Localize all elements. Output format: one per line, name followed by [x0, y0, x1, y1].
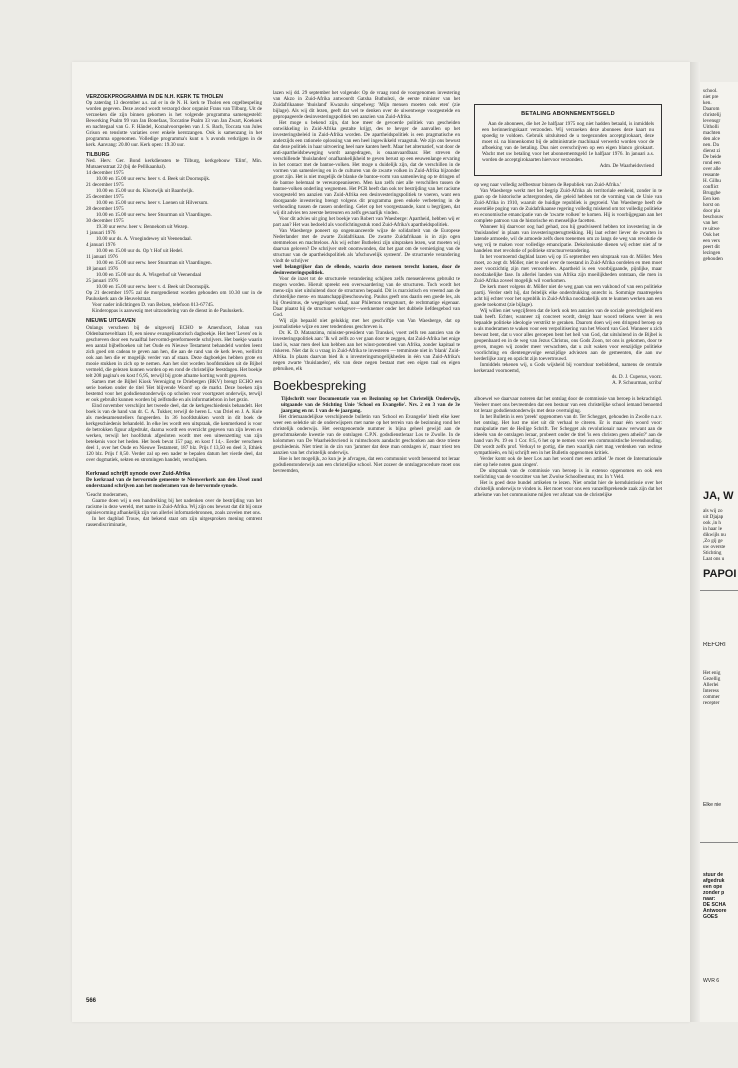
- notice-text: Aan de abonnees, die het 2e halfjaar 1975 nog niet hadden betaald, is inmiddels een herinneringskaart verzonden. Wij verzoeken deze abonnees deze kaart nu spoedig te voldoen. Gebruik uitsluitend de u toegezonden acceptgirokaart, deze moet nl. na binnenkomst bij de administratie machinaal verwerkt worden voor de afboeking van de betaling. Dus niet overschrijven op een eigen blanco girokaart. Wacht met uw betaling voor het abonnementsgeld 1e halfjaar 1976. In januari a.s. worden de acceptgirokaarten hiervoor verzonden.: [482, 121, 654, 163]
- section-title-boekbespreking: Boekbespreking: [273, 378, 367, 393]
- schedule-entry: 10.00 en 15.00 uur ds. Klootwijk uit Baardwijk.: [96, 188, 194, 195]
- text-fragment: Een ken: [703, 196, 720, 202]
- text-fragment: Laat ons u: [703, 556, 725, 562]
- text-fragment: Interess: [703, 688, 719, 694]
- schedule-entry: 10.00 en 15.00 uur ds. A. Wisgerhof uit Veenendaal: [96, 272, 202, 279]
- article-heading: TILBURG: [86, 152, 110, 159]
- paragraph: Wanneer hij daarvoor oog had gehad, zou hij geadviseerd hebben tot investering in de 'thuislanden' in plaats van investeringsterugtrekking. Hij laat echter liever de zwarten in latende armoede, wil de armoede zelfs doen toenemen om zo langs de weg van revolutie de weg vrij te maken voor volledige emancipatie. Dekolonisatie dienen wij echter niet af te handelen met revolutie of politieke structuurverandering.: [474, 224, 662, 254]
- paragraph: Het is goed deze bundel artikelen te lezen. Niet omdat hier de kernduistissie over het christelijk onderwijs te vinden is. Het moet voor ons een vanzelfsprekende zaak zijn dat het atheïsme van het communisme mijlen ver afstaat van de christelijke: [474, 480, 662, 498]
- text-fragment: dienst zi: [703, 148, 721, 154]
- text-fragment: peert dit: [703, 244, 720, 250]
- text-fragment: een ope: [703, 884, 723, 890]
- text-fragment: lezingen: [703, 250, 721, 256]
- next-page-text-bottom: [703, 872, 737, 920]
- paragraph: Het mogе u bekend zijn, dat hoe meer de gevoerde politiek van gescheiden ontwikkeling in Zuid-Afrika gestalte krijgt, des te hevger de aanvallen op het investeringsbeleid in Zuid-Afrika worden. De apartheidspolitiek is een pragmatische en anderzijds een rationele oplossing van een heel ingewikkeld vraagstuk. We zijn ons bewust dat deze politiek in haar uitvoering heel nare kanten heeft. Maar het alternatief, wat door de anti-apartheidsbeweging wordt aangedragen, is onaanvaardbaar. Het streven de verschillende 'thuislanden' onafhankelijkheid te geven berust op een eeuwenlange ervaring in het contact met de bantoe-volken. Het moge u duidelijk zijn, dat de verschillen in de vormen van samenleving en in de culturen van de zwarte volken in Zuid-Afrika bijzonder groot zijn. Het is niet mogelijk de blanke de bantoe-vorm van samenleving op te dringen of de bantoe helemaal te vereuropeaniseren. Men kan zelfs niet alle verschillen tussen de bantoe-volken onderling wegnemen. Het PCR heeft dan ook ter bestrijding van het racisme voorgesteld ten aanzien van Zuid-Afrika een desinvesteringspolitiek te voeren, want een doorgaande investering brengt volgens dit programma geen enkele verbetering in de verhouding tussen de rassen onderling. Gelet op het voorgestaande, kunt u begrijpen, dat wij dit advies ten zeerste betreuren en zelfs gevaarlijk vinden.: [273, 120, 460, 216]
- schedule-entry: 10.00 en 15.00 uur eerw. heer Stuurman uit Vlaardingen.: [96, 260, 212, 267]
- paragraph: Wij willen niet wegcijferen dat de kerk ook ten aanzien van de sociale gerechtigheid een taak heeft. Echter, wanneer zij concreet wordt, dreigt haar woord telkens weer in een bepaalde politieke ideologie verstrikt te geraken. Daarom doen wij een dringend beroep op u als moderamen te waken voor een verpolitisering van het Woord van God. Wanneer u zich bewust bent, dat u voor alles geroepen bent het heil van God, dat uitsluitend in de Bijbel is geopenbaard en in de weg van Jezus Christus, ons Gods Zoon, tot ons is gekomen, door te geven, mogen wij zonder meer verwachten, dat u zult waken voor eenzijdige politieke voorlichting en dientengevolge eenzijdige adviezen aan de gemeenten, die aan uw herderlijke zorg en opzicht zijn toevertrouwd.: [474, 308, 662, 362]
- text-fragment: re uitwe: [703, 226, 720, 232]
- paragraph: Voor de inzet tot de structurele verandering schijnen zelfs mensenlevens gebruikt te mogen worden. Hieruit spreekt een overwaardering van de structuren. Toch wordt het mens-zijn niet uitsluitend door de structuren bepaald. Dit is marxistisch en vreemd aan de christelijke mens- en maatschappijbeschouwing. Paulus geeft ons daarin een goede les, als hij Onesimus, de weggelopen slaaf, naar Philemon terugstuurt, de rechtmatige eigenaar. Daar plaatst hij de structuur werkgever—werknemer onder het dubbele liefdesgebod van God.: [273, 276, 460, 318]
- schedule-date: 14 december 1975: [86, 170, 124, 177]
- paragraph: Voor dit advies uit ging het boekje van Robert van Waesberge: Apartheid, hebben wij er part aan? Het was bedoeld als voorlichtingsstuk rond Zuid-Afrika's apartheidspolitiek.: [273, 216, 460, 228]
- text-fragment: als wij zo: [703, 508, 723, 514]
- text-fragment: den alce: [703, 136, 720, 142]
- text-fragment: school.: [703, 88, 718, 94]
- schedule-date: 21 december 1975: [86, 182, 124, 189]
- article-lead: De kerkraad van de hervormde gemeente te Nieuwerkerk aan den IJssel zond onderstaand schrijven aan het moderamen van de hervormde synode.: [86, 476, 262, 489]
- next-page-code: WVR 6: [703, 978, 720, 984]
- text-fragment: recepter: [703, 700, 720, 706]
- text-fragment: ressante: [703, 172, 720, 178]
- text-fragment: ,Zo gij ge: [703, 538, 723, 544]
- column-right: [474, 90, 662, 498]
- text-fragment: over alle: [703, 166, 721, 172]
- schedule-entry: 10.00 en 15.00 uur eerw. heer Stuurman uit Vlaardingen.: [96, 212, 212, 219]
- column-middle: [273, 90, 460, 474]
- text-fragment: christelij: [703, 112, 721, 118]
- text-fragment: Ook het: [703, 232, 720, 238]
- paragraph: Van Waesberge werkt met het begrip Zuid-Afrika als territoriale eenheid, zonder in te gaan op de historische achtergronden, die geleid hebben tot de vorming van de Unie van Zuid-Afrika in 1910, waaruit de huidige republiek is gegroeid. Van Waesberge heeft de essentiële poging van de Zuidafrikaanse regering volledig miskend om tot volledig politieke en economische emancipatie van de 'zwarte volken' te komen. Hij is voorbijgegaan aan het complete patroon van de historische en menselijke facetten.: [474, 188, 662, 224]
- text-fragment: nen. Da: [703, 142, 719, 148]
- next-page-label: Elke nie: [703, 802, 722, 808]
- schedule-date: 1 januari 1976: [86, 230, 116, 237]
- text-fragment: commer: [703, 694, 720, 700]
- paragraph: Samen met de Bijbel Kiosk Vereniging te Driebergen (BKV) brengt ECHO een serie boeken onder de titel 'Het blijvende Woord' op de markt. Deze boeken zijn bestemd voor het godsdienstonderwijs op scholen voor voortgezet onderwijs, terwijl er ook gebruikt kunnen worden bij zelfstudie en als informatiebron in het gezin.: [86, 378, 262, 403]
- book-gutter: [690, 62, 700, 1022]
- review-subtitle: Tijdschrift voor Documentatie van en Bezinning op het Christelijk Onderwijs, uitgaande van de Stichting Unie 'School en Evangelie'. Nrs. 2 en 3 van de 3e jaargang en nr. 1 van de 4e jaargang.: [281, 396, 460, 414]
- text-fragment: stuur de: [703, 872, 724, 878]
- text-fragment: Brugghe: [703, 190, 721, 196]
- text-fragment: gehouden: [703, 256, 723, 262]
- paragraph: De kerk moet volgens dr. Möller niet de weg gaan van een vakbond of van een politieke partij. Verder stelt hij, dat feitelijk elke onderdrukking onrecht is. Sommige maatregelen acht hij echter voor het ogenblik in Zuid-Afrika noodzakelijk om te kunnen werken aan een goede toekomst (zie bijlage).: [474, 284, 662, 308]
- schedule-entry: 19.30 uur eerw. heer v. Bennekom uit Wezep.: [96, 224, 189, 231]
- text-fragment: in haar le: [703, 526, 722, 532]
- paragraph: Kinderoppas is aanwezig met uitzondering van de dienst in de Pauluskerk.: [92, 308, 244, 315]
- text-fragment: Uitholli: [703, 124, 719, 130]
- paragraph: In het Bulletin is een 'preek' opgenomen van dr. Ter Schegget, gehouden in Zwolle n.a.v. het ontslag. Het lust me niet uit dit verhaal te citeren. Er is maar één woord voor: manipulatie met de Heilige Schrift. Ter Schegget als revolutionair nauw verwant aan de ideeën van de ontslagen leraar, probeert onder de titel 'is een christen geen atheïst?' aan de hand van Ps. 19 en 1 Cor. 8:5, 6 het op te nemen voor een communistische levenshouding. Dit wordt zelfs prof. Verkuyl te gortig, die men waarlijk niet mag verdenken van rechtse sympathieën, en hij schrijft een in het Bulletin opgenomen kritiek.: [474, 414, 662, 456]
- schedule-entry: 10.00 en 15.00 uur eerw. heer v. Loenen uit Hilversum.: [96, 200, 209, 207]
- text-fragment: beschouw: [703, 214, 724, 220]
- paragraph: Op 21 december 1975 zal de morgendienst worden gehouden om 10.30 uur in de Pauluskerk aan de Heuvelstraat.: [86, 290, 262, 303]
- column-left: [86, 90, 262, 528]
- text-fragment: zonder p: [703, 890, 725, 896]
- paragraph: Ned. Herv. Ger. Bond kerkdiensten te Tilburg, kerkgebouw 'Elim', Min. Mutsaersstraat 22 (bij de Pellikaanhal).: [86, 158, 262, 171]
- notice-title: BETALING ABONNEMENTSGELD: [521, 111, 615, 117]
- text-fragment: uit Djajap: [703, 514, 724, 520]
- text-fragment: van het: [703, 220, 718, 226]
- paragraph: alboewel we daarvaar noteren dat het ontslag door de commissie van beroep is bekrachtigd. Veeleer moet ons bevreemden dat een bestuur van een christelijke school iemand benoemd tot leraar godsdienstonderwijs met deze overtuiging.: [474, 396, 662, 414]
- schedule-date: 30 december 1975: [86, 218, 124, 225]
- text-fragment: ook ,in h: [703, 520, 721, 526]
- paragraph: Op zaterdag 13 december a.s. zal er in de N. H. kerk te Tholen een orgelbespeling worden gegeven. Deze avond wordt verzorgd door organist Frans van Tilburg. Uit de verzoeken die zijn binnen gekomen is het volgende programma samengesteld: Bewerking Psalm 99 van Jan Bonefaas, Toccatine Psalm 33 van Jan Zwart, Koekoek en nachtegaal van G. F. Händel, Koraalvoorspelen van J. S. Bach, Toccata van Jules Grison en tenslotte variaties over enkele kerstzangen. Ook is samenzang in het programma opgenomen. Volledige programma's kunt u 's avonds verkrijgen in de kerk. Aanvang: 20.00 uur. Kerk open: 19.30 uur.: [86, 100, 262, 149]
- next-page-label: REFORI: [703, 642, 726, 648]
- schedule-date: 11 januari 1976: [86, 254, 118, 261]
- schedule-entry: 10.00 en 15.00 uur eerw. heer v. d. Beek uit Doornspijk.: [96, 284, 211, 291]
- next-page-text-mid: [703, 508, 737, 562]
- paragraph: Eind november verschijnt het tweede deel, dat de kerkgeschiedenis behandelt. Het boek is van de hand van dr. C. A. Tukker, terwijl de heren L. van Driel en J. A. Kole als medesamenstellers fungeerden. In 36 hoofdstukken wordt in dit boek de kerkgeschiedenis behandeld. In elke les wordt een uitspraak, die kenmerkend is voor de betrokken figuur afgedrukt, daarna wordt een overzicht gegeven van zijn leven en werken, terwijl het hoofdstuk afgesloten wordt met een uiteenzetting van zijn betekenis voor het heden. Het boek bevat 157 pag. en kost f 14,-. Eerder verscheen deel 1, over het Oude en Nieuwe Testament, 187 blz. Prijs f 13,50 en deel 3, Ethiek 120 blz. Prijs f 8,50. Verder zal op een nader te bepalen datum het vierde deel, dat over dogmatiek, sekten en stromingen handelt, verschijnen.: [86, 402, 262, 463]
- next-page-heading: PAPOI: [703, 568, 737, 580]
- paragraph: Onlangs verscheen bij de uitgeverij ECHO te Amersfoort, Johan van Oldenbarneveltlaan 10, een nieuw evangelisatorisch dagboekje. Het heet 'Leven' en is geschreven door een twaalftal hervormd-gereformeerde schrijvers. Het boekje waarin een aantal bijbelboeken uit het Oude en Nieuwe Testament behandeld worden leent zich goed om cadeau te geven aan hen, die aan de rand van de kerk leven, wellicht ook aan hen die er mogelijk verder van af staan. Deze dagboekjes hebben grote en mooie stukken in zich op te nemen. Aan het slot worden hoofdstukken uit de Bijbel vermeld, die gelezen kunnen worden op en rond de christelijke feestdagen. Het boekje telt 208 pagina's en kost f 6,95, terwijl bij grote afname korting wordt gegeven.: [86, 324, 262, 379]
- text-fragment: machten: [703, 130, 721, 136]
- paragraph: Inmiddels tekenen wij, u Gods wijsheid bij voortduur toebiddend, namens de centrale kerkeraad voornoemd,: [474, 362, 662, 374]
- article-heading: NIEUWE UITGAVEN: [86, 318, 136, 325]
- letter-signature: A. P. Schuurman, scriba': [612, 380, 662, 386]
- text-fragment: horst on: [703, 202, 720, 208]
- paragraph: Dr. K. D. Matanzima, minister-president van Transkei, voert zelfs ten aanzien van de investeringspolitiek aan: 'Ik wil zelfs zo ver gaan door te zeggen, dat Zuid-Afrika het enige land is, waar men deel kan hebben aan het winst-potentieel van Afrika, zonder kapitaal te riskeren. Niet dat ik u vraag in Zuid-Afrika te investeren — temminste niet in 'blank' Zuid-Afrika. In plaats daarvan bied ik u investeringsmogelijkheden in één van Zuid-Afrika's negen zwarte 'thuislanden', elk van deze negen bestaat met een eigen taal en eigen gebruiken, elk: [273, 330, 460, 372]
- schedule-date: 25 januari 1976: [86, 278, 118, 285]
- paragraph: Hoe is het mogelijk, zo kun je je afvragen, dat een communist wordt benoemd tot leraar godsdienstonderwijs aan een christelijke school. Niet zozeer de ontslagprocedure moet ons bevreemden,: [273, 456, 460, 474]
- text-fragment: levensgr: [703, 118, 721, 124]
- emphasis-paragraph: veel belangrijker dan de ellende, waarin deze mensen terecht komen, door de desinvesteringspolitiek.: [273, 264, 460, 276]
- article-heading: VERZOEKPROGRAMMA IN DE N.H. KERK TE THOLEN: [86, 94, 223, 100]
- text-fragment: Daarom: [703, 106, 720, 112]
- paragraph: In het dagblad Trouw, dat bekend staat om zijn uitgesproken mening omtrent rassendiscriminatie,: [86, 515, 262, 528]
- paragraph: Gaarne doen wij u een handreiking bij het nadenken over de bestrijding van het racisme in deze wereld, met name in Zuid-Afrika. Wij zijn ons bewust dat dit bij onze opinievorming afhankelijk zijn van allerlei informatiebronnen, zoals zovelen met ons.: [86, 497, 262, 516]
- divider: [700, 590, 738, 591]
- paragraph: In het voornoemd dagblad lazen wij op 15 september een uitspraak van dr. Möller. Men moet, zo zegt dr. Möller, niet te snel over de toestand in Zuid-Afrika oordelen en men moet zeer voorzichtig zijn met veroordelen. Apartheid is een voorbijgaande, pijnlijke, maar noodzakelijke fase. In allerlei landen van Afrika zijn moeilijkheden ontstaan, die men in Zuid-Afrika zoveel mogelijk wil voorkomen.: [474, 254, 662, 284]
- schedule-date: 25 december 1975: [86, 194, 124, 201]
- text-fragment: Allerlei: [703, 682, 719, 688]
- article-heading: Kerkraad schrijft synode over Zuid-Afrika: [86, 470, 191, 477]
- next-page-heading: JA, W: [703, 490, 734, 502]
- next-page-edge: [700, 82, 738, 1022]
- paragraph: 'Geacht moderamen,: [86, 491, 128, 498]
- text-fragment: ken.: [703, 100, 712, 106]
- text-fragment: De beide: [703, 154, 722, 160]
- paragraph: Het driemaandelijkse verschijnende bulletin van 'School en Evangelie' biedt elke keer weer een selektie uit de onderwijspers met name op het terrein van de bezinning rond het christelijk onderwijs. Het eerstgenoemde nummer is bijna geheel gewijd aan de geruchtmakende kwestie van de ontslagen C.P.N. godsdienstleraar Los te Zwolle. In de kolommen van De Waarheidsvriend is ruimschoots aandacht geschonken aan deze trieste geschiedenis. Niet triest in de zin van 'jammer dat deze man ontslagen is', maar triest ten aanzien van het christelijk onderwijs.: [273, 414, 460, 456]
- text-fragment: niet pre: [703, 94, 719, 100]
- paragraph: op weg naar volledig zelfbestuur binnen de Republiek van Zuid-Afrika.': [474, 182, 621, 188]
- paragraph: Wij zijn bepaald niet gelukkig met het geschriftje van Van Waesberge, dat op journalistieke wijze en zeer tendentieus geschreven is.: [273, 318, 460, 330]
- text-fragment: rond een: [703, 160, 721, 166]
- text-fragment: GOES: [703, 914, 718, 920]
- next-page-text-low: [703, 670, 737, 706]
- text-fragment: Stichting: [703, 550, 722, 556]
- letter-signature: ds. D. J. Cuperus, voorz.: [611, 374, 662, 380]
- text-fragment: dikwijls nu: [703, 532, 726, 538]
- text-fragment: afgedruk: [703, 878, 725, 884]
- schedule-date: 28 december 1975: [86, 206, 124, 213]
- page-number: 566: [86, 998, 97, 1004]
- schedule-entry: 10.00 en 15.00 uur ds. Op 't Hof uit Hedel.: [96, 248, 184, 255]
- paragraph: Verder komt ook de heer Los aan het woord met een artikel 'Je moet de Internationale niet op hele noten gaan zingen'.: [474, 456, 662, 468]
- text-fragment: Het enig: [703, 670, 721, 676]
- text-fragment: uw overste: [703, 544, 726, 550]
- paragraph: lazen wij dd. 29 september het volgende: Op de vraag rond de voorgenomen investering van Akzo in Zuid-Afrika antwoordt Gatsha Buthulezi, de eerste minister van het Zuidafrikaanse 'thuisland' Kwazulu simpelweg: 'Mijn mensen moeten ook eten' (zie bijlage). Als wij dit lezen, geeft dat wel te denken over de uiwentwege voorgestelde en gepropageerde desinvesteringspolitiek ten aanzien van Zuid-Afrika.: [273, 90, 460, 120]
- text-fragment: naar:: [703, 896, 716, 902]
- paragraph: Van Waesberge poneert op ongenuanceerde wijze de solidariteit van de Europese Nederlander met de zwarte Zuidafrikaan. De zwarte Zuidafrikaan is in zijn ogen stemmeloos en machteloos. Als wij echter Buthelezi zijn uitspraken lezen, wat moeten wij daarvan geloven? De schrijver stelt onomwonden, dat het gaat om de vernietiging van de structuur van de apartheidspolitiek als 'afschuwelijk systeem'. De structurele verandering vindt de schrijver: [273, 228, 460, 264]
- service-schedule: [86, 170, 262, 290]
- schedule-date: 4 januari 1976: [86, 242, 116, 249]
- notice-box: [474, 104, 662, 176]
- text-fragment: door pla: [703, 208, 720, 214]
- magazine-page: [72, 62, 690, 1022]
- schedule-entry: 10.00 uur ds. A. Vroegindewey uit Veenendaal.: [96, 236, 192, 243]
- text-fragment: Gezellig: [703, 676, 721, 682]
- next-page-text-top: [703, 88, 737, 262]
- text-fragment: DE SCHA: [703, 902, 726, 908]
- text-fragment: H. Gilhu: [703, 178, 721, 184]
- paragraph: De uitspraak van de commissie van beroep is in extenso opgenomen en ook een toelichting van de voorzitter van het Zwolse Schoolbestuur, mr. In 't Veld.: [474, 468, 662, 480]
- divider: [700, 842, 738, 843]
- schedule-date: 18 januari 1976: [86, 266, 118, 273]
- text-fragment: een vers: [703, 238, 720, 244]
- paragraph: Voor nader inlichtingen D. van Belzen, telefoon 013-67745.: [92, 302, 215, 309]
- notice-signature: Adm. De Waarheidsvriend: [599, 163, 654, 169]
- text-fragment: conflict: [703, 184, 719, 190]
- text-fragment: Antwoore: [703, 908, 727, 914]
- schedule-entry: 10.00 en 15.00 uur eerw. heer v. d. Beek uit Doornspijk.: [96, 176, 211, 183]
